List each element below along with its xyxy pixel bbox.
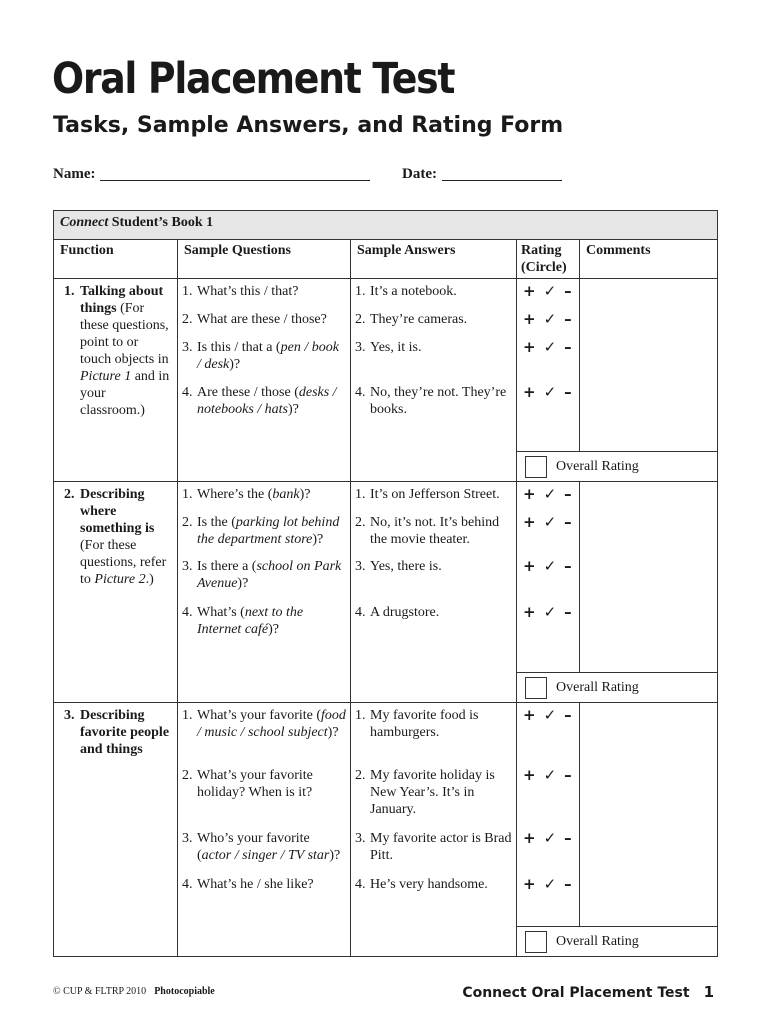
footer-book-title: [462, 983, 714, 1001]
question-item: [178, 311, 350, 328]
function-cell: [54, 482, 178, 703]
answer-item: [351, 707, 516, 741]
rating-plus-option[interactable]: +: [523, 338, 536, 356]
header-rating: Rating (Circle): [517, 240, 580, 279]
question-text: [197, 830, 346, 864]
answer-item: [351, 604, 516, 621]
question-number: 2.: [182, 515, 193, 530]
question-item: [178, 830, 350, 864]
function-cell: [54, 279, 178, 482]
name-label: Name:: [53, 166, 96, 182]
answers-cell: [351, 703, 517, 957]
question-text: [197, 604, 346, 638]
question-item: [178, 384, 350, 418]
answers-cell: [351, 279, 517, 482]
rating-check-option[interactable]: ✓: [543, 282, 557, 300]
rating-options: [517, 311, 580, 328]
book-name: Student’s Book 1: [111, 215, 214, 230]
answer-text: A drugstore.: [370, 605, 440, 620]
function-description: [80, 707, 171, 758]
question-part: )?: [329, 848, 341, 863]
answer-number: 2.: [355, 768, 366, 783]
answer-item: [351, 830, 516, 864]
date-field: [402, 166, 562, 183]
question-part: Is this / that a (: [197, 340, 281, 355]
question-part: )?: [237, 576, 249, 591]
questions-cell: [178, 482, 351, 703]
rating-minus-option[interactable]: –: [564, 485, 572, 503]
question-number: 3.: [182, 340, 193, 355]
answer-item: [351, 384, 516, 418]
question-part: What’s your favorite holiday? When is it?: [197, 768, 313, 800]
question-number: 1.: [182, 708, 193, 723]
header-function: Function: [54, 240, 178, 279]
function-cell: [54, 703, 178, 957]
answer-item: [351, 311, 516, 328]
date-label: Date:: [402, 166, 437, 182]
rating-check-option[interactable]: ✓: [543, 875, 557, 893]
questions-cell: [178, 279, 351, 482]
question-part: food / music / school subject: [197, 708, 346, 740]
question-part: What’s he / she like?: [197, 877, 314, 892]
question-number: 4.: [182, 605, 193, 620]
function-note: (For these questions, refer to: [80, 538, 167, 587]
rating-options: [517, 604, 580, 621]
rating-options: [517, 876, 580, 893]
rating-check-option[interactable]: ✓: [543, 766, 557, 784]
rating-form-table: [53, 210, 718, 957]
answer-item: [351, 876, 516, 893]
name-field: [53, 166, 370, 183]
rating-plus-option[interactable]: +: [523, 875, 536, 893]
answer-number: 1.: [355, 284, 366, 299]
book-title-row: [54, 211, 718, 240]
question-number: 1.: [182, 487, 193, 502]
rating-minus-option[interactable]: –: [564, 875, 572, 893]
comments-cell[interactable]: [580, 482, 718, 673]
answer-text: He’s very handsome.: [370, 877, 488, 892]
answer-number: 4.: [355, 605, 366, 620]
answer-text: Yes, it is.: [370, 340, 422, 355]
question-number: 4.: [182, 877, 193, 892]
answer-item: [351, 558, 516, 575]
overall-rating-cell: [517, 452, 718, 482]
answer-number: 2.: [355, 515, 366, 530]
rating-minus-option[interactable]: –: [564, 557, 572, 575]
copyright-text: © CUP & FLTRP 2010: [53, 986, 147, 997]
overall-rating-box[interactable]: [525, 456, 547, 478]
answer-text: My favorite food is hamburgers.: [370, 708, 479, 740]
rating-cell: [517, 279, 580, 452]
question-part: )?: [327, 725, 339, 740]
question-item: [178, 283, 350, 300]
question-text: [197, 707, 346, 741]
function-description: [80, 486, 171, 588]
rating-check-option[interactable]: ✓: [543, 603, 557, 621]
rating-options: [517, 339, 580, 356]
question-number: 2.: [182, 768, 193, 783]
rating-check-option[interactable]: ✓: [543, 383, 557, 401]
question-text: [197, 767, 346, 801]
header-row: [54, 240, 718, 279]
question-number: 3.: [182, 559, 193, 574]
function-note: Picture 1: [80, 369, 132, 384]
header-comments: Comments: [580, 240, 718, 279]
question-part: Where’s the (: [197, 487, 273, 502]
section-row: [54, 703, 718, 927]
answer-text: My favorite actor is Brad Pitt.: [370, 831, 512, 863]
question-number: 1.: [182, 284, 193, 299]
question-part: Is the (: [197, 515, 236, 530]
question-part: )?: [229, 357, 241, 372]
rating-options: [517, 283, 580, 300]
page-number: 1: [703, 983, 714, 1001]
answer-text: They’re cameras.: [370, 312, 468, 327]
rating-options: [517, 486, 580, 503]
rating-check-option[interactable]: ✓: [543, 310, 557, 328]
question-part: pen / book / desk: [197, 340, 339, 372]
rating-options: [517, 707, 580, 724]
rating-minus-option[interactable]: –: [564, 513, 572, 531]
question-part: What’s your favorite (: [197, 708, 322, 723]
question-part: next to the Internet café: [197, 605, 304, 637]
function-note: Picture 2: [94, 572, 146, 587]
rating-minus-option[interactable]: –: [564, 310, 572, 328]
rating-plus-option[interactable]: +: [523, 706, 536, 724]
function-text: [64, 283, 171, 419]
rating-minus-option[interactable]: –: [564, 603, 572, 621]
rating-plus-option[interactable]: +: [523, 766, 536, 784]
answer-text: It’s a notebook.: [370, 284, 457, 299]
overall-rating-box[interactable]: [525, 931, 547, 953]
footer-book-name: Connect Oral Placement Test: [462, 985, 690, 1001]
function-name: Describing where something is: [80, 487, 155, 536]
question-number: 4.: [182, 385, 193, 400]
section-number: 2.: [64, 487, 75, 502]
answer-number: 1.: [355, 487, 366, 502]
overall-rating-label: Overall Rating: [556, 459, 639, 474]
answer-item: [351, 339, 516, 356]
answer-number: 1.: [355, 708, 366, 723]
questions-cell: [178, 703, 351, 957]
question-text: [197, 876, 346, 893]
rating-minus-option[interactable]: –: [564, 383, 572, 401]
rating-plus-option[interactable]: +: [523, 829, 536, 847]
name-line: [100, 166, 370, 181]
answers-cell: [351, 482, 517, 703]
function-note: .): [145, 572, 154, 587]
rating-cell: [517, 703, 580, 927]
question-part: school on Park Avenue: [197, 559, 342, 591]
rating-plus-option[interactable]: +: [523, 557, 536, 575]
rating-check-option[interactable]: ✓: [543, 829, 557, 847]
question-part: desks / notebooks / hats: [197, 385, 337, 417]
question-part: What’s (: [197, 605, 245, 620]
book-brand: Connect: [60, 215, 109, 230]
rating-check-option[interactable]: ✓: [543, 706, 557, 724]
function-note: and in your classroom.): [80, 369, 170, 418]
question-part: parking lot behind the department store: [197, 515, 340, 547]
answer-item: [351, 767, 516, 818]
question-part: Is there a (: [197, 559, 257, 574]
function-text: [64, 707, 171, 758]
header-answers: Sample Answers: [351, 240, 517, 279]
question-part: Are these / those (: [197, 385, 299, 400]
question-item: [178, 876, 350, 893]
overall-rating-cell: [517, 673, 718, 703]
question-item: [178, 339, 350, 373]
rating-minus-option[interactable]: –: [564, 338, 572, 356]
date-line: [442, 166, 562, 181]
comments-cell[interactable]: [580, 279, 718, 452]
rating-options: [517, 767, 580, 784]
question-item: [178, 604, 350, 638]
question-part: What are these / those?: [197, 312, 327, 327]
section-number: 3.: [64, 708, 75, 723]
overall-rating-box[interactable]: [525, 677, 547, 699]
rating-minus-option[interactable]: –: [564, 829, 572, 847]
rating-plus-option[interactable]: +: [523, 485, 536, 503]
page-subtitle: Tasks, Sample Answers, and Rating Form: [53, 113, 564, 138]
question-part: actor / singer / TV star: [201, 848, 330, 863]
rating-plus-option[interactable]: +: [523, 310, 536, 328]
question-text: [197, 558, 346, 592]
rating-plus-option[interactable]: +: [523, 513, 536, 531]
photocopiable-text: Photocopiable: [154, 986, 215, 997]
question-part: Who’s your favorite (: [197, 831, 310, 863]
header-questions: Sample Questions: [178, 240, 351, 279]
section-row: [54, 482, 718, 673]
function-name: Talking about things: [80, 284, 164, 316]
page-title: Oral Placement Test: [52, 54, 455, 104]
answer-number: 3.: [355, 340, 366, 355]
answer-number: 4.: [355, 877, 366, 892]
section-row: [54, 279, 718, 452]
section-number: 1.: [64, 284, 75, 299]
question-text: [197, 339, 346, 373]
rating-minus-option[interactable]: –: [564, 766, 572, 784]
overall-rating-label: Overall Rating: [556, 680, 639, 695]
rating-check-option[interactable]: ✓: [543, 557, 557, 575]
overall-rating-label: Overall Rating: [556, 934, 639, 949]
answer-number: 2.: [355, 312, 366, 327]
footer-copyright: [53, 986, 215, 997]
question-item: [178, 707, 350, 741]
question-part: bank: [272, 487, 300, 502]
question-text: [197, 486, 346, 503]
rating-minus-option[interactable]: –: [564, 706, 572, 724]
overall-rating-cell: [517, 927, 718, 957]
question-part: )?: [299, 487, 311, 502]
rating-cell: [517, 482, 580, 673]
answer-number: 3.: [355, 559, 366, 574]
function-note: (For these questions, point to or touch objects in: [80, 301, 169, 367]
rating-plus-option[interactable]: +: [523, 603, 536, 621]
rating-options: [517, 384, 580, 401]
question-item: [178, 767, 350, 801]
rating-check-option[interactable]: ✓: [543, 485, 557, 503]
question-text: [197, 384, 346, 418]
function-description: [80, 283, 171, 419]
question-number: 2.: [182, 312, 193, 327]
function-name: Describing favorite people and things: [80, 708, 170, 757]
comments-cell[interactable]: [580, 703, 718, 927]
sections-body: [54, 279, 718, 957]
answer-item: [351, 486, 516, 503]
question-part: What’s this / that?: [197, 284, 299, 299]
question-item: [178, 486, 350, 503]
rating-check-option[interactable]: ✓: [543, 338, 557, 356]
question-item: [178, 558, 350, 592]
answer-text: No, they’re not. They’re books.: [370, 385, 507, 417]
question-part: )?: [288, 402, 299, 417]
answer-item: [351, 514, 516, 548]
question-text: [197, 283, 346, 300]
answer-text: No, it’s not. It’s behind the movie theater.: [370, 515, 500, 547]
rating-plus-option[interactable]: +: [523, 383, 536, 401]
question-text: [197, 311, 346, 328]
answer-text: My favorite holiday is New Year’s. It’s in January.: [370, 768, 495, 817]
function-text: [64, 486, 171, 588]
rating-minus-option[interactable]: –: [564, 282, 572, 300]
answer-text: It’s on Jefferson Street.: [370, 487, 500, 502]
answer-item: [351, 283, 516, 300]
rating-check-option[interactable]: ✓: [543, 513, 557, 531]
rating-options: [517, 558, 580, 575]
question-item: [178, 514, 350, 548]
rating-plus-option[interactable]: +: [523, 282, 536, 300]
question-part: )?: [312, 532, 324, 547]
answer-number: 3.: [355, 831, 366, 846]
rating-options: [517, 514, 580, 531]
answer-text: Yes, there is.: [370, 559, 442, 574]
question-text: [197, 514, 346, 548]
answer-number: 4.: [355, 385, 366, 400]
question-number: 3.: [182, 831, 193, 846]
question-part: )?: [268, 622, 280, 637]
rating-options: [517, 830, 580, 847]
